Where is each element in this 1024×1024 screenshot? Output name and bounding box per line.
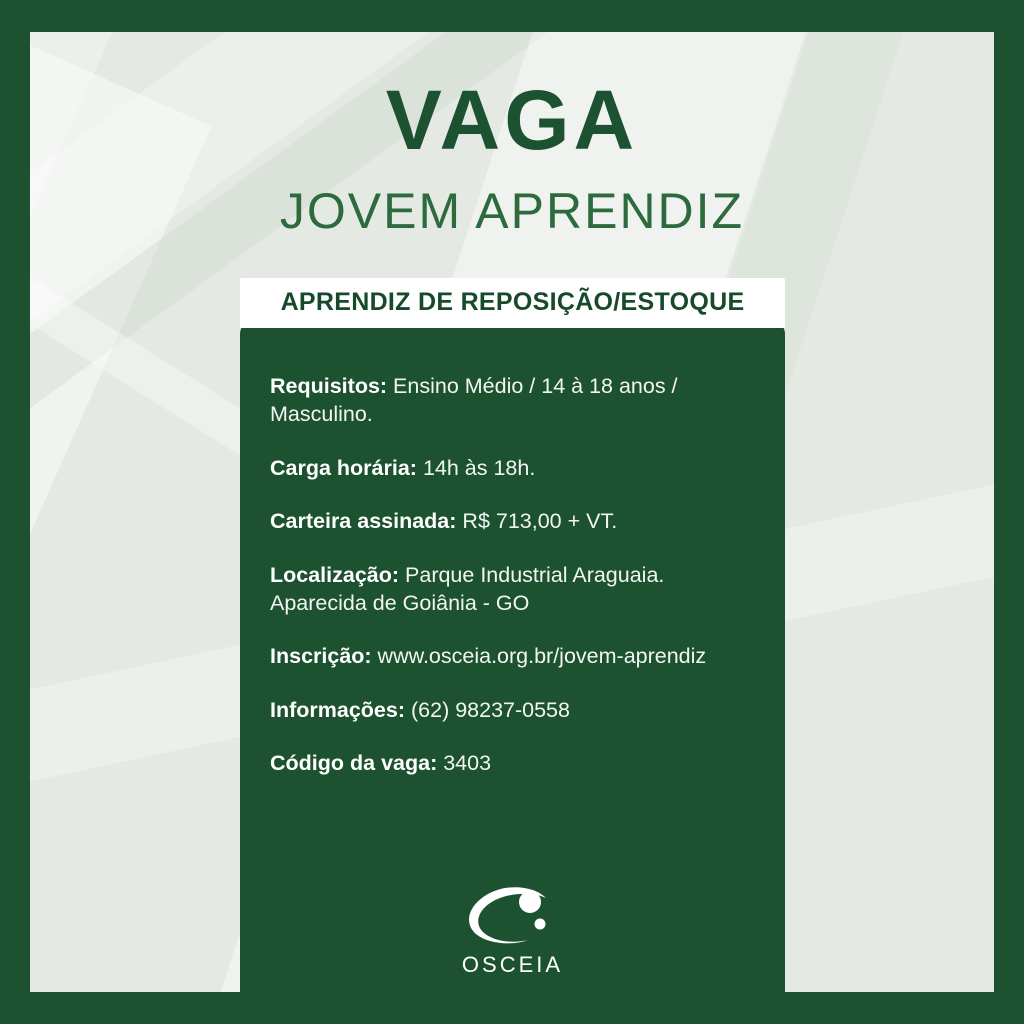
detail-value: Ensino Médio / 14 à 18 anos / Masculino. [270, 374, 678, 427]
detail-label: Código da vaga: [270, 751, 438, 775]
detail-label: Inscrição: [270, 644, 372, 669]
detail-row [270, 372, 755, 429]
page-title: VAGA [385, 73, 639, 167]
detail-label: Requisitos: [270, 374, 388, 398]
logo-text: OSCEIA [461, 952, 564, 977]
osceia-mark-icon [454, 882, 572, 950]
detail-label: Carteira assinada: [270, 509, 457, 534]
detail-row [270, 454, 755, 482]
detail-label: Informações: [270, 697, 406, 722]
detail-value: Parque Industrial Araguaia. Aparecida de Goiânia - GO [270, 562, 665, 615]
detail-row [270, 696, 755, 724]
detail-value: 3403 [437, 751, 492, 775]
role-tag: APRENDIZ DE REPOSIÇÃO/ESTOQUE [240, 278, 785, 328]
page-subtitle: JOVEM APRENDIZ [279, 183, 745, 239]
logo-block [240, 882, 785, 978]
detail-label: Carga horária: [270, 455, 417, 480]
detail-row [270, 642, 755, 670]
detail-value: www.osceia.org.br/jovem-aprendiz [371, 644, 707, 669]
details-card [240, 320, 785, 992]
detail-value: (62) 98237-0558 [405, 697, 570, 722]
detail-label: Localização: [270, 562, 400, 587]
detail-row [270, 561, 755, 618]
detail-row [270, 507, 755, 535]
detail-value: 14h às 18h. [416, 455, 536, 480]
details-list [270, 372, 755, 777]
detail-row [270, 749, 755, 777]
detail-value: R$ 713,00 + VT. [456, 509, 618, 534]
